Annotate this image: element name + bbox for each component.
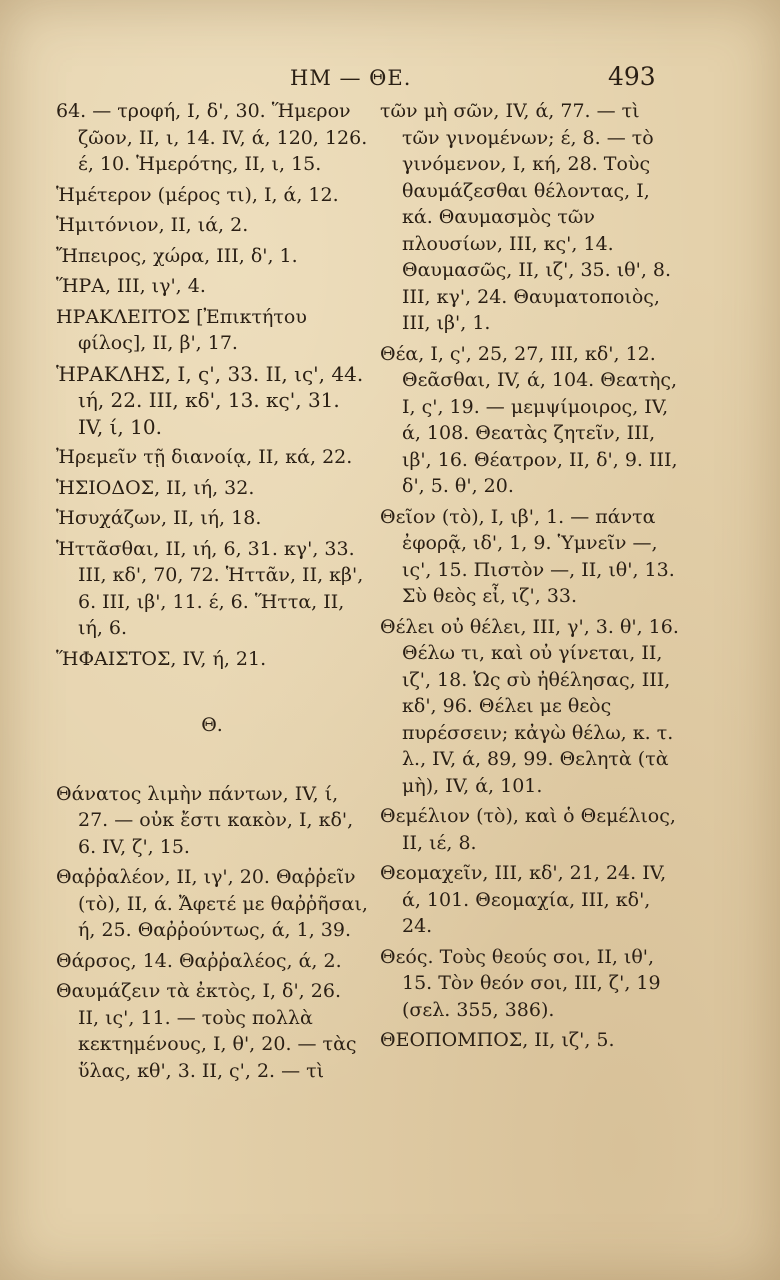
index-entry: Θεός. Τοὺς θεούς σοι, II, ιθ', 15. Τὸν θεόν σοι, III, ζ', 19 (σελ. 355, 386).	[380, 945, 661, 1021]
index-entry: 64. — τροφή, I, δ', 30. Ἥμερον ζῶον, II, ι, 14. IV, ά, 120, 126. έ, 10. Ἡμερότης, II, ι, 15.	[56, 100, 368, 175]
index-entry: ΘΕΟΠΟΜΠΟΣ, II, ιζ', 5.	[380, 1029, 615, 1051]
index-entry: Θάνατος λιμὴν πάντων, IV, ί, 27. — οὐκ ἔστι κακὸν, I, κδ', 6. IV, ζ', 15.	[56, 782, 354, 858]
index-entry: Θεῖον (τὸ), I, ιβ', 1. — πάντα ἐφορᾷ, ιδ', 1, 9. Ὑμνεῖν —, ις', 15. Πιστὸν —, II, ιθ', 13. Σὺ θεὸς εἶ, ιζ', 33.	[380, 505, 675, 607]
page-header	[0, 62, 780, 102]
index-entry: Θέλει οὐ θέλει, III, γ', 3. θ', 16. Θέλω τι, καὶ οὐ γίνεται, II, ιζ', 18. Ὡς σὺ ἠθέλησας, III, κδ', 96. Θέλει με θεὸς πυρέσσειν; κἀγὼ θέλω, κ. τ. λ., IV, ά, 89, 99. Θελητὰ (τὰ μὴ), IV, ά, 101.	[380, 615, 679, 797]
page-number: 493	[608, 62, 656, 91]
index-entry: τῶν μὴ σῶν, IV, ά, 77. — τὶ τῶν γινομένων; έ, 8. — τὸ γινόμενον, I, κή, 28. Τοὺς θαυμάζεσθαι θέλοντας, I, κά. Θαυμασμὸς τῶν πλουσίων, III, κς', 14. Θαυμασῶς, II, ιζ', 35. ιθ', 8. III, κγ', 24. Θαυματοποιὸς, III, ιβ', 1.	[380, 100, 672, 334]
right-column	[380, 98, 680, 1058]
section-letter: Θ.	[201, 714, 223, 736]
index-entry: Θέα, I, ς', 25, 27, III, κδ', 12. Θεᾶσθαι, IV, ά, 104. Θεατὴς, I, ς', 19. — μεμψίμοιρος, IV, ά, 108. Θεατὰς ζητεῖν, III, ιβ', 16. Θέατρον, II, δ', 9. III, δ', 5. θ', 20.	[380, 342, 678, 497]
index-entry: Θεομαχεῖν, III, κδ', 21, 24. IV, ά, 101. Θεομαχία, III, κδ', 24.	[380, 862, 667, 937]
left-column	[56, 98, 368, 1088]
index-entry: ἩΣΙΟΔΟΣ, II, ιή, 32.	[56, 476, 255, 499]
index-entry: Θεμέλιον (τὸ), καὶ ὁ Θεμέλιος, II, ιέ, 8.	[380, 805, 676, 854]
index-entry: Θαῤῥαλέον, II, ιγ', 20. Θαῤῥεῖν (τὸ), II, ά. Ἄφετέ με θαῤῥῆσαι, ή, 25. Θαῤῥούντως, ά, 1, 39.	[56, 866, 368, 941]
running-head: ΗΜ — ΘΕ.	[290, 66, 412, 90]
index-entry: Ἡττᾶσθαι, II, ιή, 6, 31. κγ', 33. III, κδ', 70, 72. Ἡττᾶν, II, κβ', 6. III, ιβ', 11. έ, 6. Ἥττα, II, ιή, 6.	[56, 537, 364, 639]
index-entry: Θάρσος, 14. Θαῤῥαλέος, ά, 2.	[56, 949, 342, 972]
index-entry: Ἡσυχάζων, II, ιή, 18.	[56, 507, 262, 529]
index-entry: ἭΦΑΙΣΤΟΣ, IV, ή, 21.	[56, 647, 267, 670]
index-entry: ΗΡΑΚΛΕΙΤΟΣ [Ἐπικτήτου φίλος], II, β', 17.	[56, 305, 307, 354]
index-entry: ἭΡΑ, III, ιγ', 4.	[56, 275, 206, 297]
index-entry: Ἤπειρος, χώρα, III, δ', 1.	[56, 244, 298, 267]
index-entry: Θαυμάζειν τὰ ἐκτὸς, I, δ', 26. II, ις', 11. — τοὺς πολλὰ κεκτημένους, I, θ', 20. — τὰς ὕλας, κθ', 3. II, ς', 2. — τὶ	[56, 980, 357, 1082]
index-entry: Ἡμέτερον (μέρος τι), I, ά, 12.	[56, 183, 339, 206]
index-entry: Ἠρεμεῖν τῇ διανοίᾳ, II, κά, 22.	[56, 446, 353, 468]
index-entry: ἩΡΑΚΛΗΣ, I, ς', 33. II, ις', 44. ιή, 22. III, κδ', 13. κς', 31. IV, ί, 10.	[56, 361, 364, 439]
index-entry: Ἡμιτόνιον, II, ιά, 2.	[56, 214, 249, 236]
